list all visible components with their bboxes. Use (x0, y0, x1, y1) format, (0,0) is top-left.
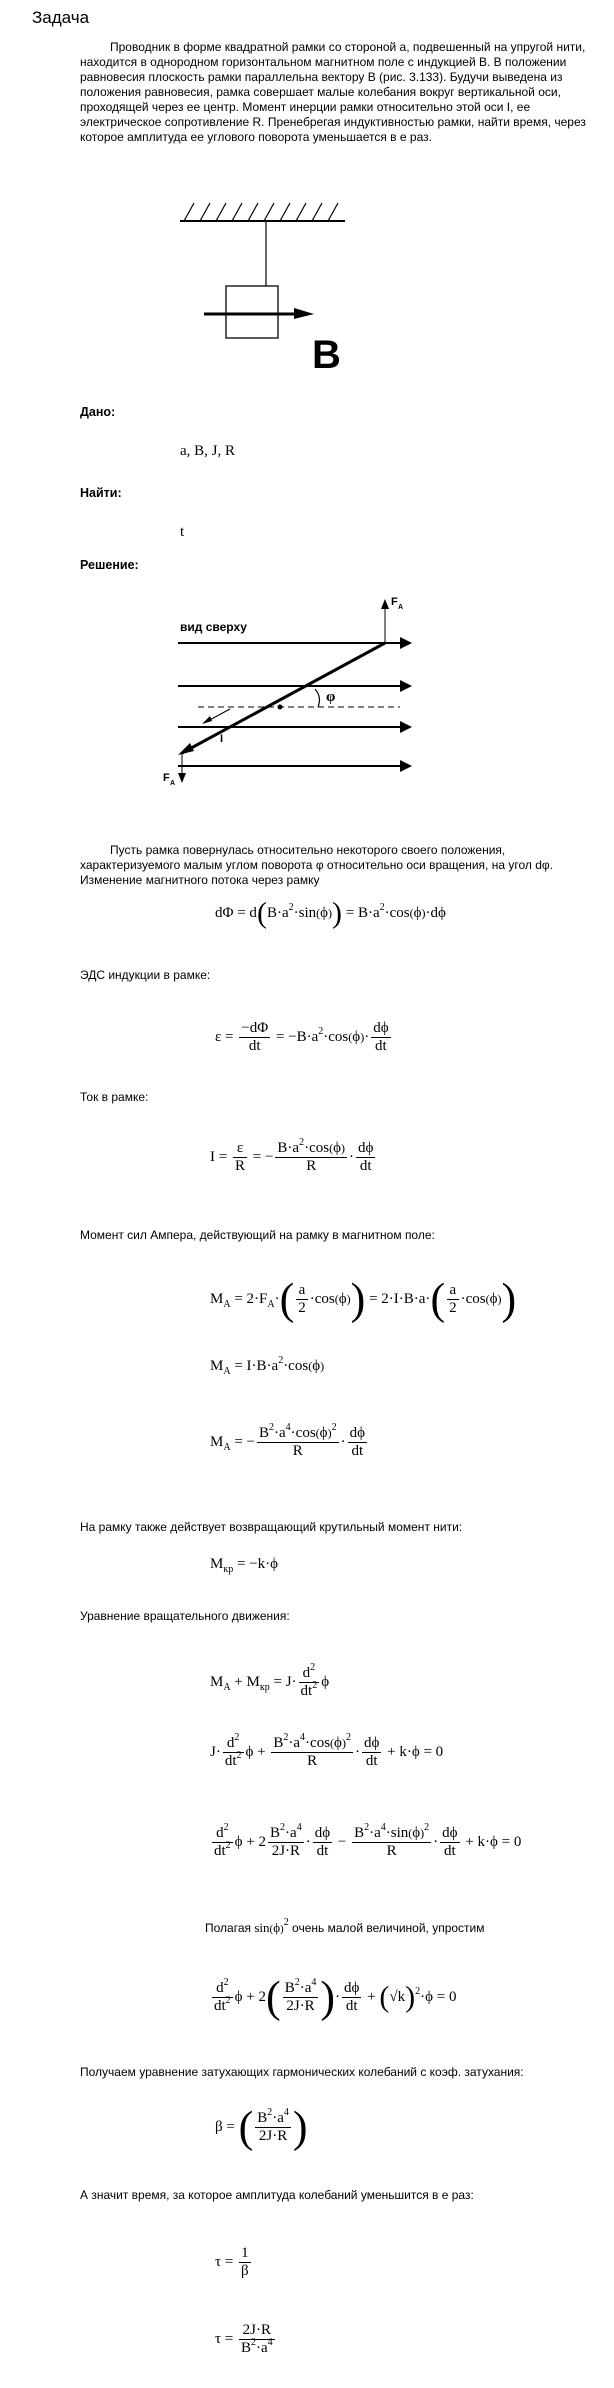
top-view-figure (160, 585, 430, 795)
given-value: a, B, J, R (180, 443, 236, 459)
time-equation-1: τ = $\frac{1}{\beta}$ (215, 2245, 249, 2279)
text-time: А значит время, за которое амплитуда колебаний уменьшится в e раз: (80, 2188, 474, 2202)
damping-equation: β = ( $\frac{B^2\cdot a^4}{2J\cdot R}$ ) (215, 2102, 308, 2152)
rotation-equation-3: $\frac{d^2}{dt^2}$ ϕ + 2 $\frac{B^2\cdot a^4}{2J\cdot R}$ · $\frac{d\phi}{dt}$ − $\frac{B^2\cdot a^4\cdot\sin(\phi)^2}{R}$ · $\frac{d\phi}{dt}$ + k·ϕ = 0 (214, 1822, 522, 1859)
force-top-sub: A (398, 604, 404, 611)
field-label: B (312, 333, 341, 371)
text-rotation: Уравнение вращательного движения: (80, 1609, 290, 1623)
flux-equation: $d\Phi = d(B\cdot a^2\cdot\sin(\phi)) = B\cdot a^2\cdot\cos(\phi)\cdot d\phi$ (215, 896, 446, 930)
torsion-equation: $M_{кр} = -k\cdot\phi$ (210, 1556, 279, 1575)
moment-equation-2: $M_A = I\cdot B\cdot a^2\cdot\cos(\phi)$ (210, 1355, 325, 1377)
rotation-equation-2: J· $\frac{d^2}{dt^2}$ ϕ + $\frac{B^2\cdot a^4\cdot\cos(\phi)^2}{R}$ · $\frac{d\phi}{dt}$ + k·ϕ = 0 (210, 1732, 444, 1769)
force-bottom-label: F (163, 772, 170, 784)
simplified-equation: $\frac{d^2}{dt^2}$ ϕ + 2( $\frac{B^2\cdot a^4}{2J\cdot R}$ )· $\frac{d\phi}{dt}$ + $(√k)^2\cdot\phi = 0$ (214, 1972, 457, 2022)
force-top-label: F (391, 596, 398, 608)
problem-text: Проводник в форме квадратной рамки со стороной a, подвешенный на упругой нити, находится в однородном горизонтальном магнитном поле с индукцией B. В положении равновесия плоскость рамки параллельна вектору B (рис. 3.133). Будучи выведена из положения равновесия, рамка совершает малые колебания вокруг вертикальной оси, проходящей через ее центр. Момент инерции рамки относительно этой оси I, ее электрическое сопротивление R. Пренебрегая индуктивностью рамки, найти время, через которое амплитуда ее углового поворота уменьшается в e раз. (80, 40, 586, 144)
moment-equation-3: $M_A$ = − $\frac{B^2\cdot a^4\cdot\cos(\phi)^2}{R}$ · $\frac{d\phi}{dt}$ (210, 1422, 365, 1459)
text-ampere-moment: Момент сил Ампера, действующий на рамку в магнитном поле: (80, 1228, 435, 1242)
time-equation-2: τ = $\frac{2J\cdot R}{B^2\cdot a^4}$ (215, 2322, 273, 2356)
current-equation: I = $\frac{\varepsilon}{R}$ = − $\frac{B\cdot a^2\cdot\cos(\phi)}{R}$ · $\frac{d\phi}{dt}$ (210, 1137, 374, 1174)
current-label: I (220, 733, 224, 745)
find-value: t (180, 524, 185, 540)
text-simplify: Полагая $\sin(\phi)^2$ очень малой величиной, упростим (205, 1917, 485, 1935)
text-flux-change: Пусть рамка повернулась относительно некоторого своего положения, характеризуемого малым углом поворота φ относительно оси вращения, на угол dφ. Изменение магнитного потока через рамку (80, 843, 553, 887)
angle-label: φ (326, 689, 336, 705)
frame-figure (170, 196, 370, 371)
force-bottom-sub: A (170, 780, 176, 787)
rotation-equation-1: $M_A + M_{кр} = J\cdot$ $\frac{d^2}{dt^2}$ ϕ (210, 1662, 330, 1699)
solution-header: Решение: (80, 558, 139, 572)
find-header: Найти: (80, 486, 122, 500)
emf-equation: ε = $\frac{-d\Phi}{dt}$ = $-B\cdot a^2\cdot\cos(\phi)\cdot$ $\frac{d\phi}{dt}$ (215, 1020, 389, 1054)
page-title: Задача (32, 8, 90, 27)
text-current: Ток в рамке: (80, 1090, 149, 1104)
text-emf: ЭДС индукции в рамке: (80, 968, 211, 982)
view-label: вид сверху (180, 620, 247, 634)
text-torsion: На рамку также действует возвращающий крутильный момент нити: (80, 1520, 463, 1534)
moment-equation-1: $M_A = 2\cdot F_A\cdot$( $\frac{a}{2}$ ·cos(ϕ)) = 2·I·B·a·( $\frac{a}{2}$ ·cos(ϕ)) (210, 1274, 517, 1324)
given-header: Дано: (80, 405, 116, 419)
text-damping: Получаем уравнение затухающих гармонических колебаний с коэф. затухания: (80, 2065, 524, 2079)
